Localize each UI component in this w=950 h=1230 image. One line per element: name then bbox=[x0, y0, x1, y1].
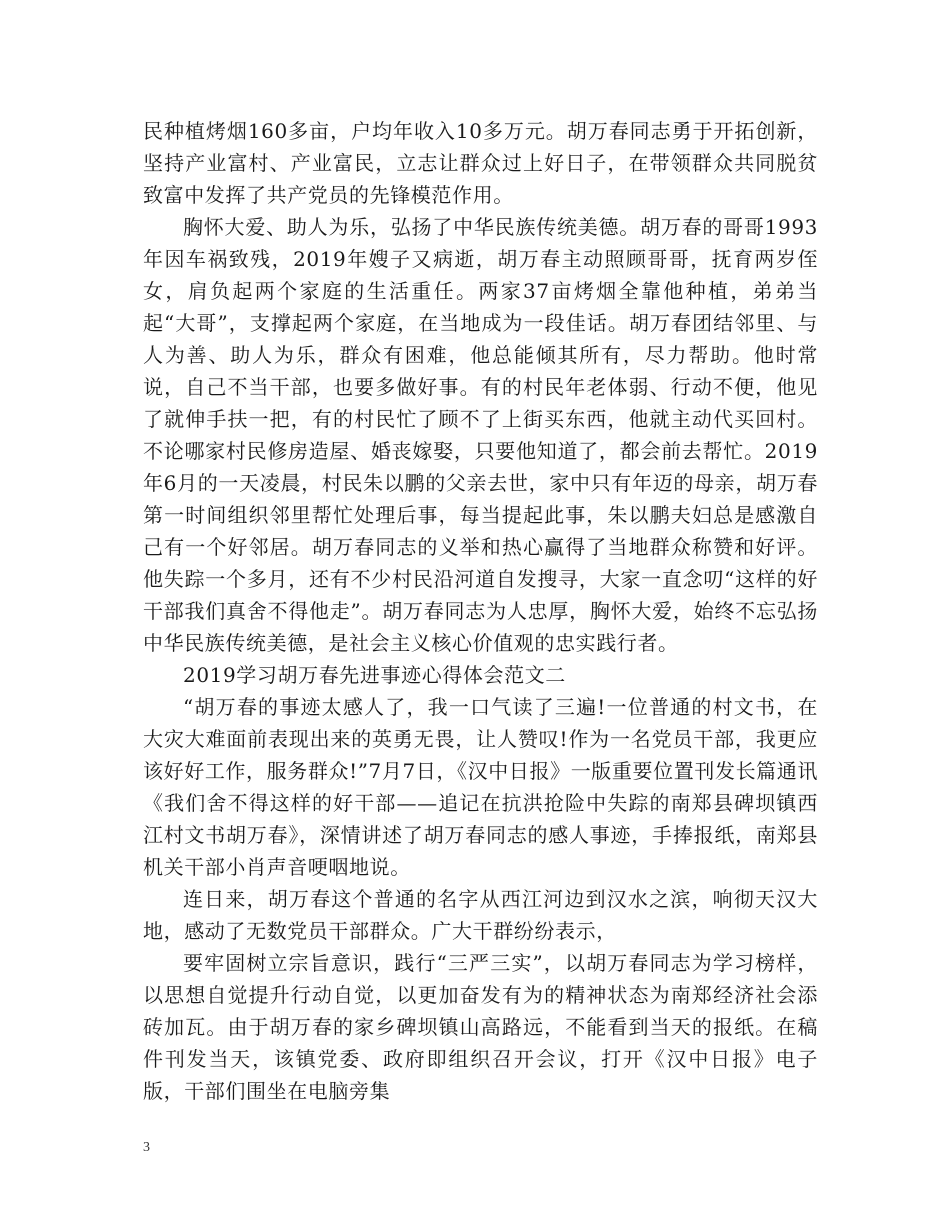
paragraph-response: 连日来，胡万春这个普通的名字从西江河边到汉水之滨，响彻天汉大地，感动了无数党员干部群众。广大干群纷纷表示， bbox=[143, 887, 818, 943]
section-heading: 2019学习胡万春先进事迹心得体会范文二 bbox=[183, 663, 566, 687]
document-body bbox=[143, 115, 818, 1107]
paragraph-commitment: 要牢固树立宗旨意识，践行“三严三实”，以胡万春同志为学习榜样，以思想自觉提升行动自觉，以更加奋发有为的精神状态为南郑经济社会添砖加瓦。由于胡万春的家乡碑坝镇山高路远，不能看到当天的报纸。在稿件刊发当天，该镇党委、政府即组织召开会议，打开《汉中日报》电子版，干部们围坐在电脑旁集 bbox=[143, 951, 818, 1103]
paragraph-quote: “胡万春的事迹太感人了，我一口气读了三遍!一位普通的村文书，在大灾大难面前表现出来的英勇无畏，让人赞叹!作为一名党员干部，我更应该好好工作，服务群众!”7月7日，《汉中日报》一版重要位置刊发长篇通讯《我们舍不得这样的好干部——追记在抗洪抢险中失踪的南郑县碑坝镇西江村文书胡万春》，深情讲述了胡万春同志的感人事迹，手捧报纸，南郑县机关干部小肖声音哽咽地说。 bbox=[143, 695, 818, 879]
paragraph-virtue: 胸怀大爱、助人为乐，弘扬了中华民族传统美德。胡万春的哥哥1993年因车祸致残，2019年嫂子又病逝，胡万春主动照顾哥哥，抚育两岁侄女，肩负起两个家庭的生活重任。两家37亩烤烟全靠他种植，弟弟当起“大哥”，支撑起两个家庭，在当地成为一段佳话。胡万春团结邻里、与人为善、助人为乐，群众有困难，他总能倾其所有，尽力帮助。他时常说，自己不当干部，也要多做好事。有的村民年老体弱、行动不便，他见了就伸手扶一把，有的村民忙了顾不了上街买东西，他就主动代买回村。不论哪家村民修房造屋、婚丧嫁娶，只要他知道了，都会前去帮忙。2019年6月的一天凌晨，村民朱以鹏的父亲去世，家中只有年迈的母亲，胡万春第一时间组织邻里帮忙处理后事，每当提起此事，朱以鹏夫妇总是感激自己有一个好邻居。胡万春同志的义举和热心赢得了当地群众称赞和好评。他失踪一个多月，还有不少村民沿河道自发搜寻，大家一直念叨“这样的好干部我们真舍不得他走”。胡万春同志为人忠厚，胸怀大爱，始终不忘弘扬中华民族传统美德，是社会主义核心价值观的忠实践行者。 bbox=[143, 215, 818, 655]
paragraph-continuation: 民种植烤烟160多亩，户均年收入10多万元。胡万春同志勇于开拓创新，坚持产业富村、产业富民，立志让群众过上好日子，在带领群众共同脱贫致富中发挥了共产党员的先锋模范作用。 bbox=[143, 119, 818, 207]
page-number: 3 bbox=[143, 1140, 150, 1155]
